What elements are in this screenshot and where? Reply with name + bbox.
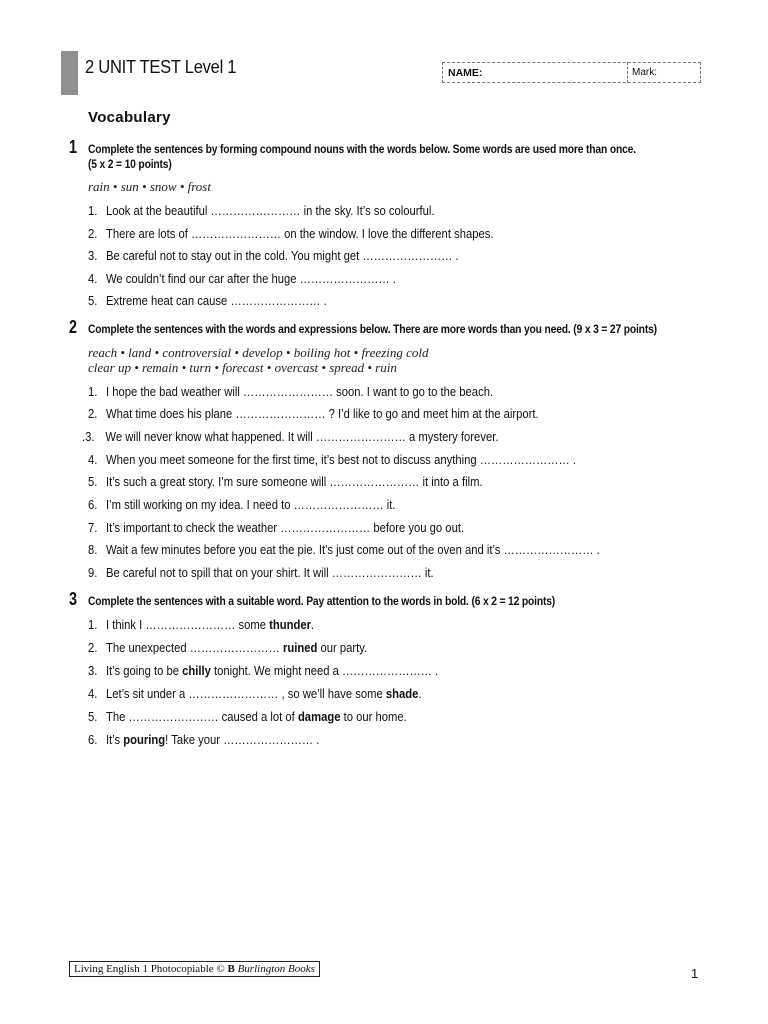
question-number: 2. <box>88 227 98 241</box>
question-item <box>88 687 422 701</box>
question-item <box>88 272 396 286</box>
question-item <box>88 475 483 489</box>
question-number: 8. <box>88 543 98 557</box>
question-number: 4. <box>88 272 98 286</box>
word-list: reach • land • controversial • develop • boiling hot • freezing cold <box>88 345 429 360</box>
question-text: When you meet someone for the first time, it’s best not to discuss anything …………………… . <box>106 453 576 467</box>
question-number: 2. <box>88 641 98 655</box>
question-text: The …………………… caused a lot of <box>106 710 298 724</box>
question-item <box>88 294 327 308</box>
question-text: ! Take your …………………… . <box>165 733 320 747</box>
publisher-name: Burlington Books <box>237 963 315 975</box>
question-text: Extreme heat can cause …………………… . <box>106 294 327 308</box>
question-text: I think I …………………… some <box>106 618 270 632</box>
question-number: 5. <box>88 294 98 308</box>
question-number: .3. <box>82 430 95 444</box>
question-text: There are lots of …………………… on the window. I love the different shapes. <box>106 227 494 241</box>
name-mark-box[interactable] <box>442 62 701 83</box>
question-number: 6. <box>88 498 98 512</box>
section-title: Vocabulary <box>88 109 171 126</box>
question-text: Let’s sit under a …………………… , so we’ll have some <box>106 687 386 701</box>
question-text: It’s important to check the weather …………………… before you go out. <box>106 521 465 535</box>
question-item <box>88 249 459 263</box>
question-number: 1. <box>88 385 98 399</box>
bold-word: ruined <box>282 641 318 655</box>
exercise-number: 3 <box>69 589 78 609</box>
question-text: It’s <box>106 733 124 747</box>
question-text: I hope the bad weather will …………………… soon. I want to go to the beach. <box>106 385 494 399</box>
question-text: our party. <box>317 641 368 655</box>
bold-word: damage <box>297 710 341 724</box>
question-text: It’s such a great story. I’m sure someone will …………………… it into a film. <box>106 475 483 489</box>
question-number: 3. <box>88 249 98 263</box>
question-item <box>88 710 407 724</box>
question-item <box>88 498 395 512</box>
footer-copyright <box>69 961 320 977</box>
question-item <box>88 566 434 580</box>
question-number: 9. <box>88 566 98 580</box>
question-text: . <box>311 618 315 632</box>
question-item <box>88 641 367 655</box>
question-text: . <box>418 687 422 701</box>
question-item <box>88 385 493 399</box>
page-number: 1 <box>691 966 699 981</box>
question-item <box>82 430 498 444</box>
question-number: 4. <box>88 687 98 701</box>
question-item <box>88 204 434 218</box>
question-text: Wait a few minutes before you eat the pie. It’s just come out of the oven and it’s …………………… . <box>106 543 600 557</box>
question-text: Be careful not to spill that on your shirt. It will …………………… it. <box>106 566 434 580</box>
name-label: NAME: <box>448 67 483 79</box>
question-number: 1. <box>88 618 98 632</box>
question-number: 7. <box>88 521 98 535</box>
publisher-logo-mark: B <box>227 963 235 975</box>
question-text: What time does his plane …………………… ? I’d like to go and meet him at the airport. <box>106 407 539 421</box>
question-text: We will never know what happened. It will …………………… a mystery forever. <box>105 430 499 444</box>
question-number: 6. <box>88 733 98 747</box>
word-list: rain • sun • snow • frost <box>88 179 211 194</box>
question-text: to our home. <box>340 710 407 724</box>
question-item <box>88 543 600 557</box>
question-number: 5. <box>88 710 98 724</box>
question-item <box>88 453 576 467</box>
question-text: Be careful not to stay out in the cold. You might get …………………… . <box>106 249 459 263</box>
question-number: 1. <box>88 204 98 218</box>
exercise-number: 2 <box>69 317 78 337</box>
exercise-instruction: Complete the sentences with a suitable word. Pay attention to the words in bold. (6 x 2 = 12 points) <box>88 594 556 608</box>
question-item <box>88 733 319 747</box>
question-number: 4. <box>88 453 98 467</box>
question-number: 2. <box>88 407 98 421</box>
question-item <box>88 618 314 632</box>
mark-label: Mark: <box>632 67 657 78</box>
bold-word: shade <box>385 687 419 701</box>
question-item <box>88 227 493 241</box>
question-text: The unexpected …………………… <box>106 641 283 655</box>
word-list: clear up • remain • turn • forecast • overcast • spread • ruin <box>88 360 397 375</box>
question-number: 5. <box>88 475 98 489</box>
question-text: Look at the beautiful …………………… in the sky. It’s so colourful. <box>106 204 435 218</box>
exercise-points: (5 x 2 = 10 points) <box>88 157 172 171</box>
unit-marker-bar <box>61 51 78 95</box>
exercise-instruction: Complete the sentences by forming compound nouns with the words below. Some words are used more than once. <box>88 142 636 156</box>
exercise-instruction: Complete the sentences with the words and expressions below. There are more words than you need. (9 x 3 = 27 points) <box>88 322 657 336</box>
exercise-number: 1 <box>69 137 78 157</box>
bold-word: thunder <box>269 618 312 632</box>
question-text: I’m still working on my idea. I need to …………………… it. <box>106 498 396 512</box>
question-item <box>88 407 539 421</box>
question-text: We couldn’t find our car after the huge …………………… . <box>106 272 396 286</box>
page-title: 2 UNIT TEST Level 1 <box>85 57 237 77</box>
question-text: tonight. We might need a …………………… . <box>210 664 439 678</box>
divider <box>627 62 628 83</box>
bold-word: chilly <box>182 664 211 678</box>
question-item <box>88 664 438 678</box>
question-number: 3. <box>88 664 98 678</box>
bold-word: pouring <box>123 733 166 747</box>
footer-text: Living English 1 Photocopiable © <box>74 963 228 975</box>
question-item <box>88 521 464 535</box>
question-text: It’s going to be <box>106 664 183 678</box>
